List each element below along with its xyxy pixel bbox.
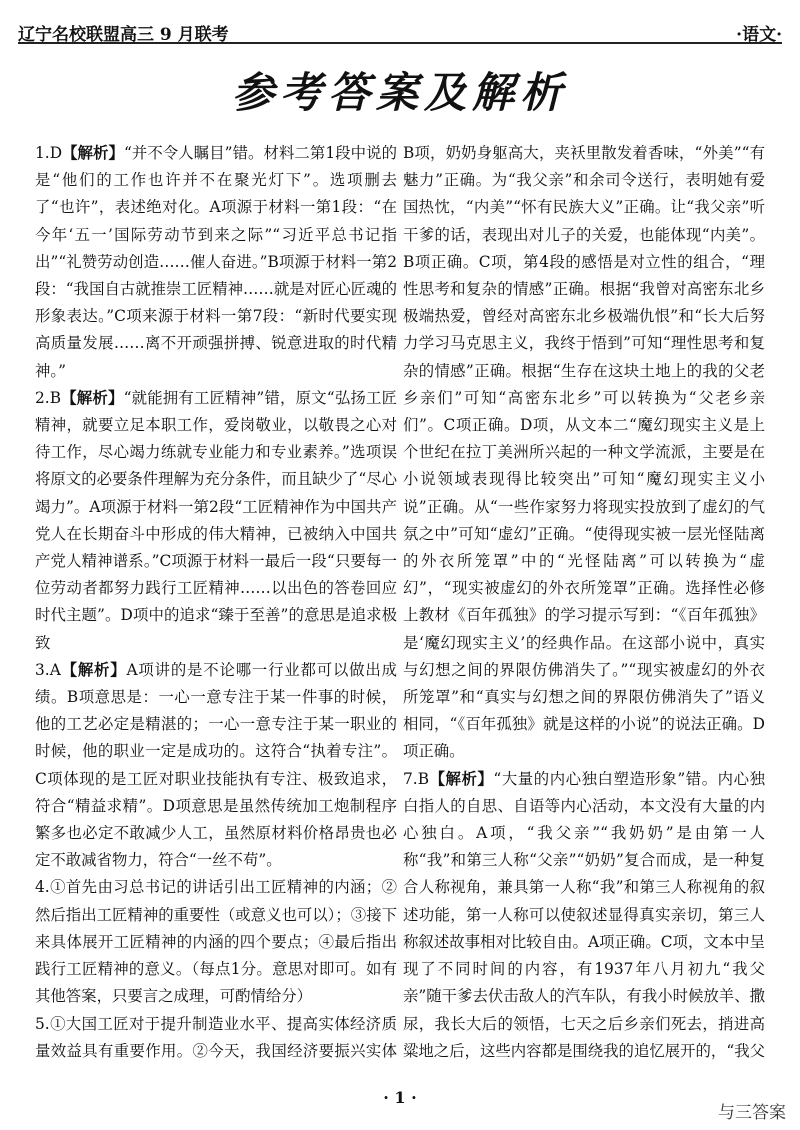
answer-item-7: 7.B【解析】“大量的内心独白塑造形象”错。内心独白指人的自思、自语等内心活动，本文没有大量的内心独白。A项，“我父亲”“我奶奶”是由第一人称“我”和第三人称“父亲”“奶奶”复合而成，是一种复合人称视角，兼具第一人称“我”和第三人称视角的叙述功能，第一人称可以使叙述显得真实亲切，第三人称叙述故事相对比较自由。A项正确。C项，文本中呈现了不同时间的内容，有1937年八月初九“我父亲”随干爹去伏击敌人的汽车队，有我小时候放羊、撒尿，我长大后的领悟，七天之后乡亲们死去，捎进高粱地之后，这些内容都是围绕我的追忆展开的，“我父 <box>403 769 765 1060</box>
answer-item-3: 3.A【解析】A项讲的是不论哪一行业都可以做出成绩。B项意思是：一心一意专注于某一件事的时候，他的工艺必定是精湛的；一心一意专注于某一职业的时候，他的职业一定是成功的。这符合“执着专注”。C项体现的是工匠对职业技能执有专注、极致追求，符合“精益求精”。D项意思是虽然传统加工炮制程序繁多也必定不敢减少人工，虽然原材料价格昂贵也必定不敢减省物力，符合“一丝不苟”。 <box>35 660 397 870</box>
answer-item-4: 4.①首先由习总书记的讲话引出工匠精神的内涵；②然后指出工匠精神的重要性（或意义也可以）；③接下来具体展开工匠精神的内涵的四个要点；④最后指出践行工匠精神的意义。（每点1分。意思对即可。如有其他答案，只要言之成理，可酌情给分） <box>35 878 397 1006</box>
subject-label: ·语文· <box>736 25 782 45</box>
page-header <box>18 6 782 44</box>
left-column <box>35 140 397 1060</box>
page-number: · 1 · <box>383 1088 417 1107</box>
answer-item-2: 2.B【解析】“就能拥有工匠精神”错，原文“弘扬工匠精神，就要立足本职工作，爱岗敬业，以敬畏之心对待工作，尽心竭力练就专业能力和专业素养。”选项误将原文的必要条件理解为充分条件，而且缺少了“尽心竭力”。A项源于材料一第2段“工匠精神作为中国共产党人在长期奋斗中形成的伟大精神，已被纳入中国共产党人精神谱系。”C项源于材料一最后一段“只要每一位劳动者都努力践行工匠精神……以出色的答卷回应时代主题”。D项中的追求“臻于至善”的意思是追求极致 <box>35 388 397 652</box>
answer-item-6-continued: B项，奶奶身躯高大，夹袄里散发着香味，“外美”“有魅力”正确。为“我父亲”和余司令送行，表明她有爱国热忱，“内美”“怀有民族大义”正确。让“我父亲”听干爹的话，表现出对儿子的关爱，也能体现“内美”。B项正确。C项，第4段的感悟是对立性的组合，“理性思考和复杂的情感”正确。根据“我曾对高密东北乡极端热爱，曾经对高密东北乡极端仇恨”和“长大后努力学习马克思主义，我终于悟到”可知“理性思考和复杂的情感”正确。根据“生存在这块土地上的我的父老乡亲们”可知“高密东北乡”可以转换为“父老乡亲们”。C项正确。D项，从文本二“魔幻现实主义是上个世纪在拉丁美洲所兴起的一种文学流派，主要是在小说领域表现得比较突出”可知“魔幻现实主义小说”正确。从“一些作家努力将现实投放到了虚幻的气氛之中”可知“虚幻”正确。“使得现实被一层光怪陆离的外衣所笼罩”中的“光怪陆离”可以转换为“虚幻”，“现实被虚幻的外衣所笼罩”正确。选择性必修上教材《百年孤独》的学习提示写到：“《百年孤独》是‘魔幻现实主义’的经典作品。在这部小说中，真实与幻想之间的界限仿佛消失了。”“现实被虚幻的外衣所笼罩”和“真实与幻想之间的界限仿佛消失了”语义相同，“《百年孤独》就是这样的小说”的说法正确。D项正确。 <box>403 144 765 761</box>
footer-logo: 与三答案 <box>718 1103 786 1123</box>
page-title: 参考答案及解析 <box>231 68 568 117</box>
exam-title: 辽宁名校联盟高三 9 月联考 <box>18 25 229 45</box>
right-column <box>403 140 765 1060</box>
answer-item-5: 5.①大国工匠对于提升制造业水平、提高实体经济质量效益具有重要作用。②今天，我国经济要振兴实体 <box>35 1014 397 1060</box>
answer-item-1: 1.D【解析】“并不令人瞩目”错。材料二第1段中说的是“他们的工作也许并不在聚光灯下”。选项删去了“也许”，表述绝对化。A项源于材料一第1段：“在今年‘五一’国际劳动节到来之际”“习近平总书记指出”“礼赞劳动创造……催人奋进。”B项源于材料一第2段：“我国自古就推崇工匠精神……就是对匠心匠魂的形象表达。”C项来源于材料一第7段：“新时代要实现高质量发展……离不开顽强拼搏、锐意进取的时代精神。” <box>35 144 397 380</box>
